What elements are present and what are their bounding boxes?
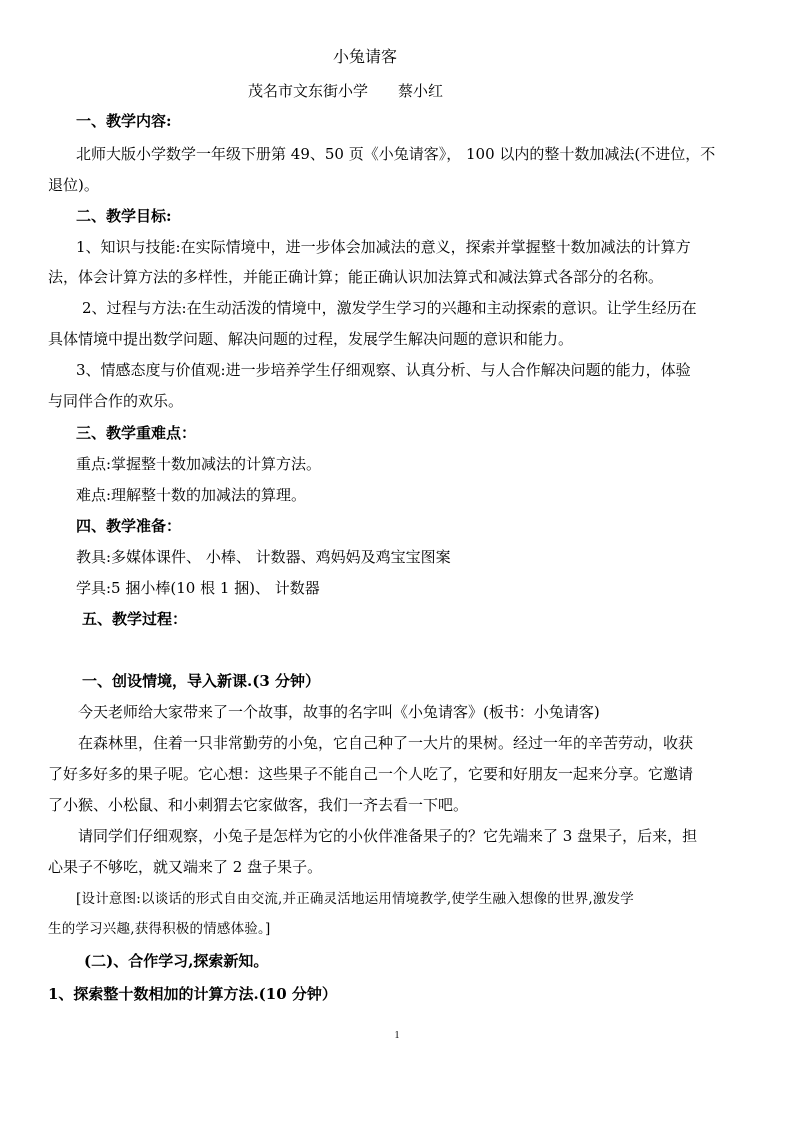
paragraph-line: 在森林里，住着一只非常勤劳的小兔，它自己种了一大片的果树。经过一年的辛苦劳动，收获 bbox=[78, 734, 694, 752]
document-title: 小兔请客 bbox=[333, 47, 398, 66]
section-5-heading: 五、教学过程： bbox=[82, 610, 188, 628]
paragraph-line: 请同学们仔细观察，小兔子是怎样为它的小伙伴准备果子的？它先端来了 3 盘果子，后来，担 bbox=[78, 827, 698, 845]
section-4-heading: 四、教学准备： bbox=[76, 517, 182, 535]
paragraph-line: 3、情感态度与价值观:进一步培养学生仔细观察、认真分析、与人合作解决问题的能力，体验 bbox=[76, 361, 691, 379]
section-2-heading: 二、教学目标: bbox=[76, 207, 172, 225]
paragraph-line: 法，体会计算方法的多样性，并能正确计算；能正确认识加法算式和减法算式各部分的名称。 bbox=[48, 268, 664, 286]
paragraph-line: 1、知识与技能:在实际情境中，进一步体会加减法的意义，探索并掌握整十数加减法的计算方 bbox=[76, 238, 691, 256]
difficult-point: 难点:理解整十数的加减法的算理。 bbox=[76, 486, 307, 504]
step-2-subheading: 1、探索整十数相加的计算方法.(10 分钟） bbox=[48, 985, 337, 1003]
paragraph-line: 今天老师给大家带来了一个故事，故事的名字叫《小兔请客》(板书：小兔请客) bbox=[78, 703, 600, 721]
step-2-heading: (二)、合作学习,探索新知。 bbox=[84, 952, 269, 970]
key-point: 重点:掌握整十数加减法的计算方法。 bbox=[76, 455, 322, 473]
author-byline: 茂名市文东街小学 蔡小红 bbox=[248, 82, 444, 100]
design-intent-note: 生的学习兴趣,获得积极的情感体验。] bbox=[48, 921, 271, 937]
page-number: 1 bbox=[394, 1030, 400, 1041]
teacher-materials: 教具:多媒体课件、 小棒、 计数器、鸡妈妈及鸡宝宝图案 bbox=[76, 548, 451, 566]
paragraph-line: 了好多好多的果子呢。它心想：这些果子不能自己一个人吃了，它要和好朋友一起来分享。它邀请 bbox=[48, 765, 694, 783]
paragraph-line: 退位)。 bbox=[48, 176, 99, 194]
paragraph-line: 具体情境中提出数学问题、解决问题的过程，发展学生解决问题的意识和能力。 bbox=[48, 330, 574, 348]
design-intent-note: [设计意图:以谈话的形式自由交流,并正确灵活地运用情境教学,使学生融入想像的世界,激发学 bbox=[76, 891, 634, 907]
section-3-heading: 三、教学重难点： bbox=[76, 424, 197, 442]
paragraph-line: 心果子不够吃，就又端来了 2 盘子果子。 bbox=[48, 858, 323, 876]
paragraph-line: 北师大版小学数学一年级下册第 49、50 页《小兔请客》， 100 以内的整十数加减法(不进位，不 bbox=[76, 145, 716, 163]
student-materials: 学具:5 捆小棒(10 根 1 捆)、 计数器 bbox=[76, 579, 320, 597]
paragraph-line: 与同伴合作的欢乐。 bbox=[48, 392, 184, 410]
paragraph-line: 2、过程与方法:在生动活泼的情境中，激发学生学习的兴趣和主动探索的意识。让学生经历在 bbox=[82, 299, 697, 317]
step-1-heading: 一、创设情境，导入新课.(3 分钟） bbox=[82, 672, 320, 690]
section-1-heading: 一、教学内容: bbox=[76, 112, 172, 130]
paragraph-line: 了小猴、小松鼠、和小刺猬去它家做客，我们一齐去看一下吧。 bbox=[48, 796, 469, 814]
